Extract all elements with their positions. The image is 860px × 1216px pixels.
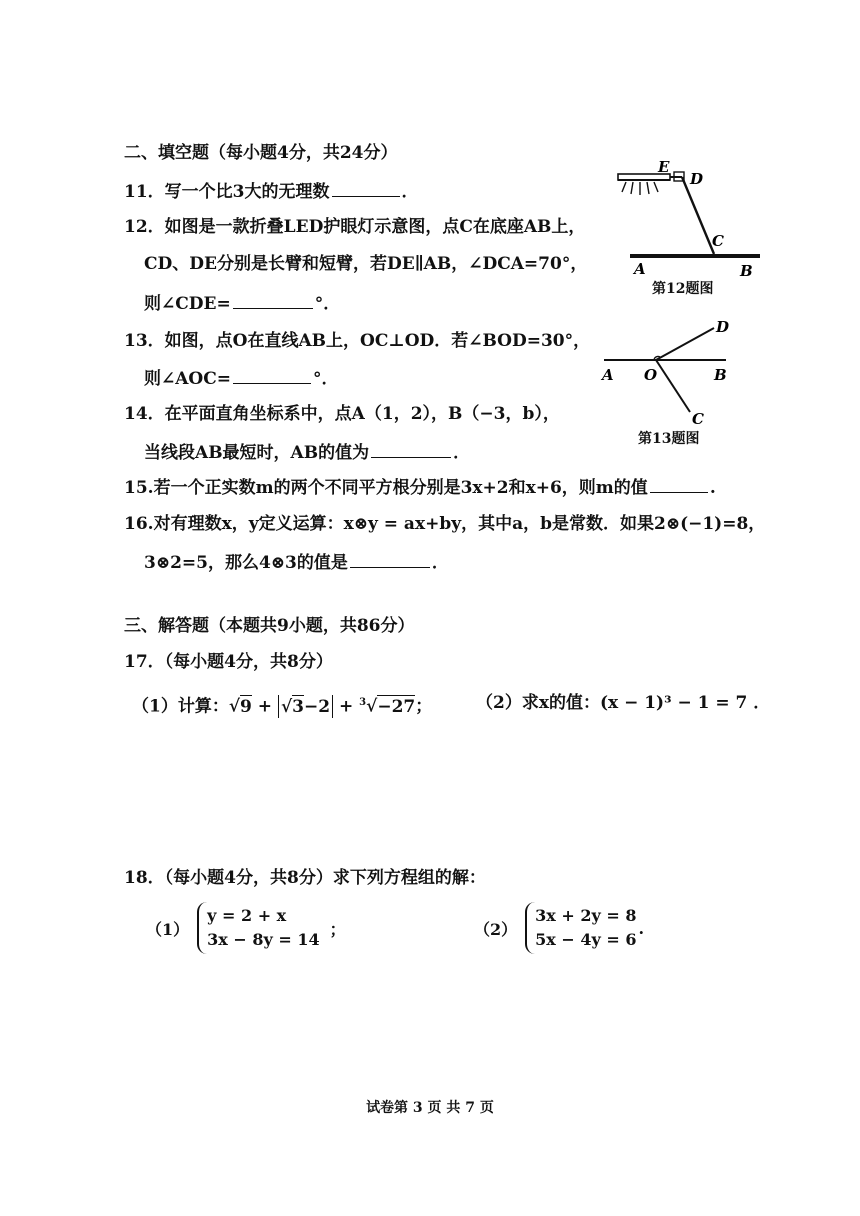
q18-p2-eq1: 3x + 2y = 8 [535,906,637,925]
q12-line3-pre: 则∠CDE= [144,294,231,314]
figure-13-diagram [596,316,746,432]
equation-system-2 [525,902,636,954]
question-16-line-2 [144,549,449,575]
question-12-line-2: CD、DE分别是长臂和短臂，若DE∥AB，∠DCA=70°， [144,254,588,274]
q11-text: 写一个比3大的无理数 [164,182,330,202]
q16-line1: 对有理数x，y定义运算：x⊗y = ax+by，其中a，b是常数．如果2⊗(−1)=8， [153,514,766,534]
section-2-title: 二、填空题（每小题4分，共24分） [124,143,398,163]
section-3-title: 三、解答题（本题共9小题，共86分） [124,616,415,636]
q12-answer-blank[interactable] [233,290,313,309]
abs-rest: −2 [304,696,331,717]
q15-number: 15. [124,478,154,498]
equation-system-1 [197,902,319,954]
q18-p1-eq1: y = 2 + x [207,906,287,925]
q14-number: 14． [124,404,165,424]
question-14-line-2 [144,439,470,465]
figure-12-caption: 第12题图 [652,281,714,297]
q11-end: ． [401,182,419,202]
light-rays-icon [622,182,658,195]
abs-value-expr [278,695,333,718]
fig13-label-d: D [716,318,730,336]
page-footer: 试卷第 3 页 共 7 页 [366,1100,494,1116]
q14-line1: 在平面直角坐标系中，点A（1，2），B（−3，b）， [164,404,560,424]
q18-p1-eq2: 3x − 8y = 14 [207,930,320,949]
q12-number: 12． [124,217,165,237]
fig13-label-c: C [692,410,704,428]
fig13-label-b: B [714,366,727,384]
fig12-label-c: C [712,232,724,250]
q17-part-2 [476,690,770,716]
question-11 [124,178,419,204]
question-15 [124,474,716,500]
question-13-line-1 [124,329,590,353]
question-17-header: 17．（每小题4分，共8分） [124,652,333,672]
q11-answer-blank[interactable] [332,178,400,197]
q18-part2-label: （2） [474,919,518,939]
q18-part1-end: ； [329,919,346,939]
q13-number: 13． [124,331,165,351]
question-14-line-1 [124,402,560,426]
q16-number: 16. [124,514,154,534]
q14-answer-blank[interactable] [371,439,451,458]
q14-line2-post: ． [453,443,471,463]
q12-line1: 如图是一款折叠LED护眼灯示意图，点C在底座AB上， [164,217,586,237]
q11-number: 11． [124,182,165,202]
fig13-label-a: A [602,366,614,384]
q17-part2-expr: (x − 1)³ − 1 = 7 ． [599,693,771,713]
q12-line3-post: °． [314,294,341,314]
q18-p2-eq2: 5x − 4y = 6 [535,930,637,949]
ray-od [656,328,714,360]
sqrt-symbol: √ [280,696,293,717]
q18-part2-end: . [638,918,645,938]
q18-part-1 [146,902,346,954]
q16-answer-blank[interactable] [350,549,430,568]
sqrt-symbol: √ [228,696,241,717]
ray-oc [656,360,690,412]
q13-line2-post: °． [313,369,339,389]
question-18-header: 18．（每小题4分，共8分）求下列方程组的解： [124,868,486,888]
fig12-label-a: A [634,260,646,278]
question-12-line-1 [124,215,585,239]
q17-part1-label: （1）计算： [132,696,229,717]
question-12-line-3 [144,290,340,316]
fig12-label-e: E [658,158,670,176]
fig13-label-o: O [644,366,658,384]
q17-part2-label: （2）求x的值： [476,693,600,713]
q15-end: . [709,478,716,498]
long-arm-cd [682,177,714,254]
q15-answer-blank[interactable] [650,474,708,493]
fig12-label-d: D [690,170,704,188]
q16-line2-post: ． [431,553,449,573]
q15-text: 若一个正实数m的两个不同平方根分别是3x+2和x+6，则m的值 [153,478,648,498]
sqrt-9: 9 [240,696,252,717]
question-13-line-2 [144,365,339,391]
q16-line2-pre: 3⊗2=5，那么4⊗3的值是 [144,553,348,573]
q13-line1: 如图，点O在直线AB上，OC⊥OD．若∠BOD=30°， [164,331,591,351]
sqrt-3: 3 [292,696,304,717]
q13-line2-pre: 则∠AOC= [144,369,232,389]
figure-13-caption: 第13题图 [638,431,700,447]
cbrt-index: 3 [359,697,367,708]
figure-12-diagram [600,150,770,285]
q18-part1-label: （1） [146,919,190,939]
q14-line2-pre: 当线段AB最短时，AB的值为 [144,443,370,463]
q13-answer-blank[interactable] [233,365,311,384]
fig12-label-b: B [740,262,753,280]
q17-part-1: （1）计算：√9 + √3−2 + $^3$√−27； [132,696,433,717]
q18-part-2 [474,902,644,954]
question-16-line-1 [124,512,765,536]
cbrt-arg: −27 [377,696,416,717]
sqrt-symbol: √ [366,696,378,717]
q17-part1-end: ； [415,696,433,717]
